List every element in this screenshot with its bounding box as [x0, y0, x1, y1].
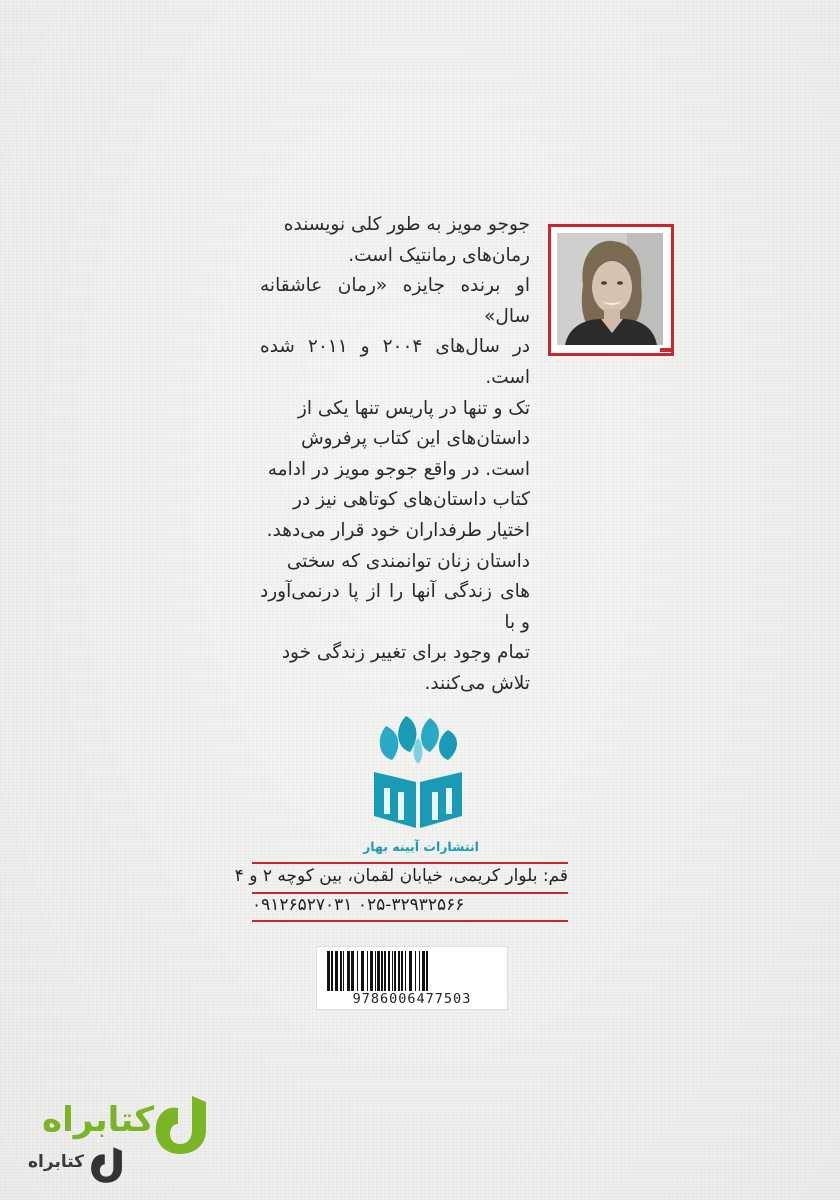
- divider-line: [252, 920, 568, 922]
- barcode-bar: [381, 951, 383, 991]
- bio-line: در سال‌های ۲۰۰۴ و ۲۰۱۱ شده است.: [260, 336, 531, 388]
- barcode-bar: [426, 951, 428, 991]
- barcode-bar: [327, 951, 330, 991]
- barcode-bar: [367, 951, 368, 991]
- bio-line: اختیار طرفداران خود قرار می‌دهد.: [266, 519, 530, 541]
- bio-line: تلاش می‌کنند.: [424, 672, 530, 694]
- barcode-bar: [398, 951, 400, 991]
- barcode-bar: [419, 951, 420, 991]
- bio-line: رمان‌های رمانتیک است.: [348, 244, 530, 266]
- barcode-bar: [392, 951, 393, 991]
- barcode-bar: [375, 951, 376, 991]
- bio-line: های زندگی آنها را از پا درنمی‌آورد و با: [260, 581, 530, 633]
- barcode-bar: [340, 951, 342, 991]
- book-tree-icon: [356, 708, 486, 838]
- bio-line: او برنده جایزه «رمان عاشقانه سال»: [260, 275, 530, 327]
- bio-line: تک و تنها در پاریس تنها یکی از: [297, 397, 530, 419]
- photo-accent-line: [660, 348, 672, 352]
- barcode-bar: [388, 951, 390, 991]
- watermark-brand: کتابراه: [42, 1100, 155, 1140]
- author-photo-frame: [548, 224, 674, 356]
- bio-line: داستان زنان توانمندی که سختی: [286, 550, 530, 572]
- bio-line: جوجو مویز به طور کلی نویسنده: [283, 214, 530, 235]
- watermark-brand-small: کتابراه: [28, 1152, 85, 1172]
- watermark-logo-small-icon: [88, 1146, 124, 1184]
- publisher-logo: [356, 708, 486, 858]
- barcode-bar: [401, 951, 403, 991]
- divider-line: [252, 892, 568, 894]
- barcode-bar: [335, 951, 338, 991]
- publisher-phones: ۰۹۱۲۶۵۲۷۰۳۱ ۰۲۵-۳۲۹۳۲۵۶۶: [252, 895, 465, 915]
- isbn-number: 9786006477503: [352, 991, 472, 1007]
- barcode-bar: [361, 951, 364, 991]
- bio-line: است. در واقع جوجو مویز در ادامه: [267, 458, 530, 480]
- barcode-bar: [351, 951, 354, 991]
- barcode-bar: [394, 951, 396, 991]
- barcode-bar: [422, 951, 425, 991]
- barcode-bar: [370, 951, 373, 991]
- barcode-bar: [377, 951, 380, 991]
- barcode-bar: [415, 951, 416, 991]
- barcode-bar: [405, 951, 406, 991]
- barcode-bar: [347, 951, 350, 991]
- watermark-logo-icon: [152, 1094, 208, 1156]
- barcode-bar: [331, 951, 333, 991]
- barcode-bar: [409, 951, 412, 991]
- divider-line: [252, 862, 568, 864]
- bio-line: تمام وجود برای تغییر زندگی خود: [281, 642, 530, 664]
- bio-line: داستان‌های این کتاب پرفروش: [301, 428, 530, 450]
- author-photo: [557, 233, 663, 345]
- barcode-bars: [317, 951, 507, 995]
- barcode-bar: [384, 951, 386, 991]
- isbn-barcode: [316, 946, 508, 1010]
- publisher-address: قم: بلوار کریمی، خیابان لقمان، بین کوچه ۲ و ۴: [234, 866, 568, 886]
- barcode-bar: [357, 951, 358, 991]
- barcode-bar: [343, 951, 344, 991]
- bio-line: کتاب داستان‌های کوتاهی نیز در: [293, 489, 530, 511]
- publisher-name: انتشارات آیینه بهار: [363, 839, 479, 854]
- author-bio-text: [260, 210, 530, 700]
